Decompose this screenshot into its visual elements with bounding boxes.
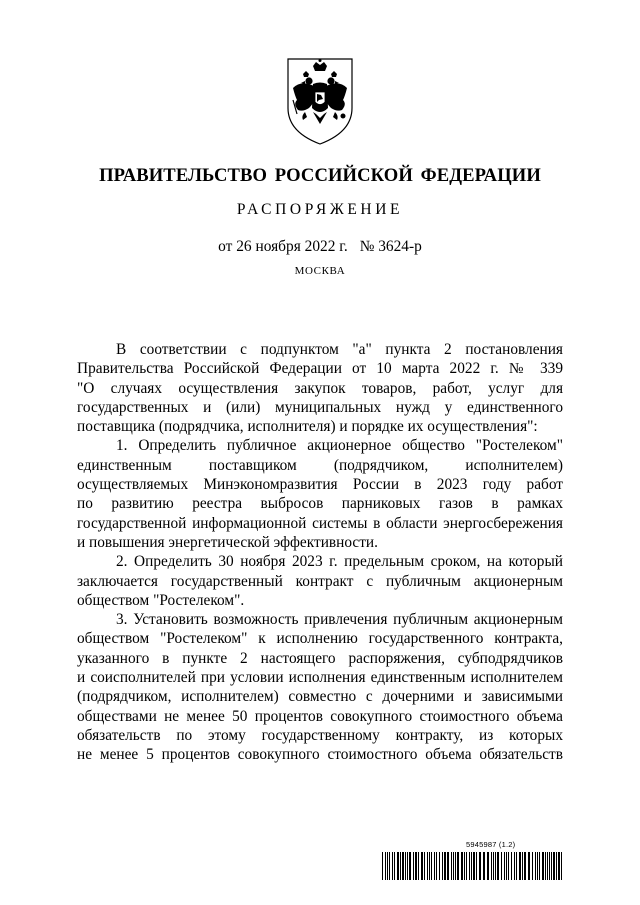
- body-line: обществом "Ростелеком" к исполнению государственного контракта,: [77, 630, 563, 648]
- body-line: Правительства Российской Федерации от 10 марта 2022 г. № 339: [77, 360, 563, 378]
- body-line: обязательств по этому государственному контракту, из которых: [77, 726, 563, 744]
- document-type: РАСПОРЯЖЕНИЕ: [236, 201, 404, 218]
- body-line: государственной информационной системы в области энергосбережения: [77, 514, 563, 532]
- document-date: от 26 ноября 2022 г.: [218, 238, 348, 255]
- body-line: В соответствии с подпунктом "а" пункта 2 постановления: [116, 341, 563, 358]
- body-line: обществом "Ростелеком".: [77, 591, 245, 609]
- body-line: обществами не менее 50 процентов совокупного стоимостного объема: [77, 707, 563, 725]
- document-number: № 3624-р: [359, 238, 422, 255]
- body-line: единственным поставщиком (подрядчиком, исполнителем): [77, 456, 563, 474]
- body-line: 3. Установить возможность привлечения публичным акционерным: [116, 611, 563, 629]
- document-city: МОСКВА: [294, 265, 346, 277]
- body-line: (подрядчиком, исполнителем) совместно с дочерними и зависимыми: [77, 688, 563, 706]
- body-line: "О случаях осуществления закупок товаров, работ, услуг для: [77, 379, 563, 397]
- body-line: 2. Определить 30 ноября 2023 г. предельным сроком, на который: [116, 553, 563, 571]
- body-line: осуществляемых Минэкономразвития России в 2023 году работ: [77, 476, 563, 494]
- barcode-icon: [382, 852, 564, 880]
- body-line: государственных и (или) муниципальных нужд у единственного: [77, 398, 563, 416]
- body-line: заключается государственный контракт с публичным акционерным: [77, 572, 563, 590]
- body-line: указанного в пункте 2 настоящего распоряжения, субподрядчиков: [77, 649, 563, 667]
- russian-coat-of-arms-icon: [283, 56, 357, 146]
- body-line: и соисполнителей при условии исполнения единственным исполнителем: [77, 669, 563, 687]
- body-line: по развитию реестра выбросов парниковых газов в рамках: [77, 495, 563, 513]
- government-title: ПРАВИТЕЛЬСТВО РОССИЙСКОЙ ФЕДЕРАЦИИ: [99, 165, 541, 186]
- body-line: не менее 5 процентов совокупного стоимостного объема обязательств: [77, 746, 563, 764]
- barcode-number: 5945987 (1.2): [466, 840, 516, 849]
- body-line: 1. Определить публичное акционерное общество "Ростелеком": [116, 437, 563, 455]
- document-body: [77, 340, 563, 765]
- body-line: и повышения энергетической эффективности.: [77, 533, 378, 551]
- document-date-line: [0, 238, 640, 256]
- body-line: поставщика (подрядчика, исполнителя) и порядке их осуществления":: [77, 418, 538, 436]
